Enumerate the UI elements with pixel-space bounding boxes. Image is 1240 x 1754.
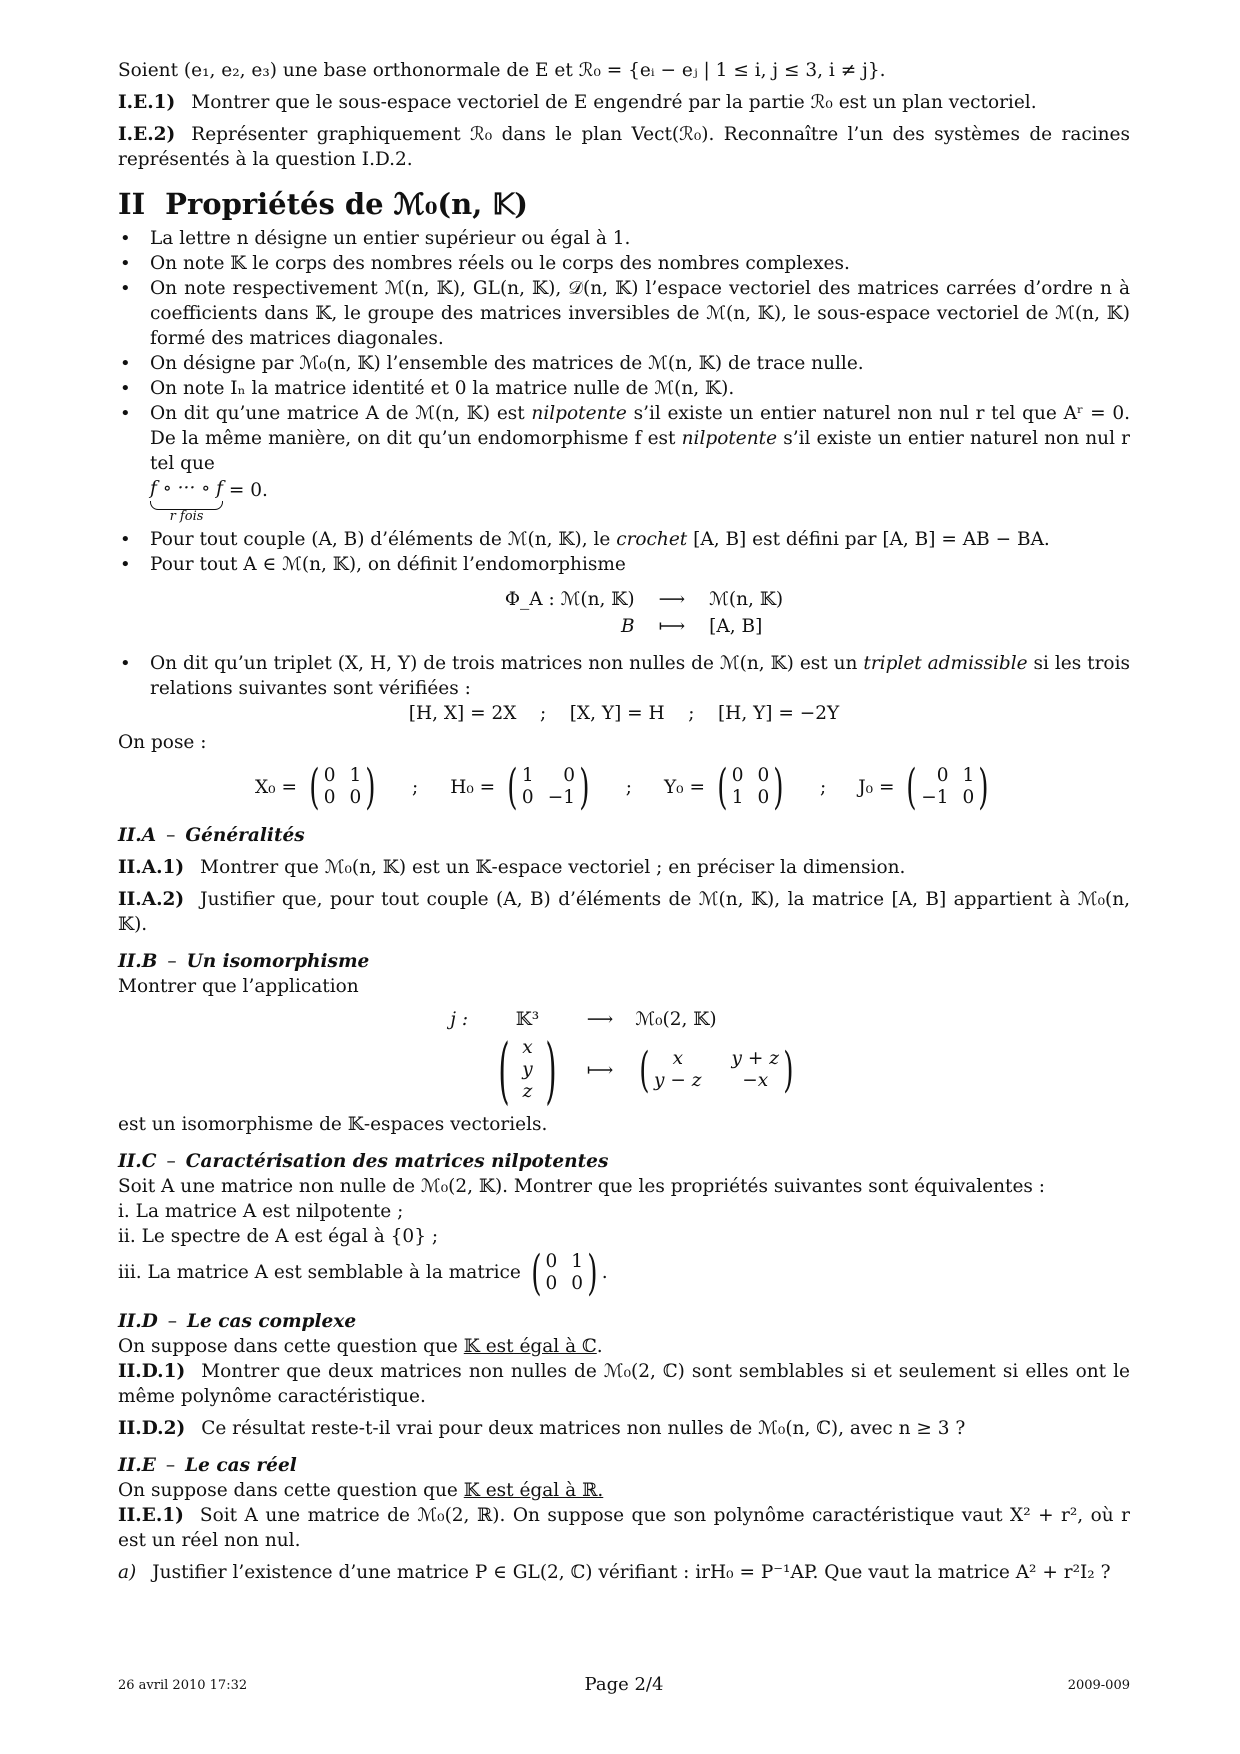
separator: ; bbox=[820, 776, 827, 798]
question-ie1 bbox=[118, 90, 1130, 115]
emphasis: crochet bbox=[616, 529, 688, 550]
subsection-label: II.E bbox=[118, 1455, 156, 1476]
question-iie1 bbox=[118, 1503, 1130, 1553]
question-number: a) bbox=[118, 1562, 137, 1583]
list-item: ii. Le spectre de A est égal à {0} ; bbox=[118, 1226, 439, 1247]
text-part: iii. La matrice A est semblable à la matrice bbox=[118, 1262, 521, 1283]
emphasis: nilpotente bbox=[531, 403, 627, 424]
list-item: i. La matrice A est nilpotente ; bbox=[118, 1201, 404, 1222]
question-text: Montrer que deux matrices non nulles de ℳ₀(2, ℂ) sont semblables si et seulement si elles ont le même polynôme caractéristique. bbox=[118, 1361, 1130, 1407]
text-part: . bbox=[596, 1336, 603, 1357]
question-number: II.D.1) bbox=[118, 1361, 186, 1382]
underlined-text: 𝕂 est égal à ℝ. bbox=[463, 1480, 604, 1501]
matrix-image: ( x y + z y − z −x ) bbox=[639, 1042, 794, 1098]
on-pose: On pose : bbox=[118, 732, 207, 753]
composition: f ∘ ··· ∘ f bbox=[150, 478, 223, 499]
emphasis: triplet admissible bbox=[863, 653, 1028, 674]
emphasis: nilpotente bbox=[681, 428, 778, 449]
separator: ; bbox=[625, 776, 632, 798]
subsection-label: II.D bbox=[118, 1311, 158, 1332]
question-text: Ce résultat reste-t-il vrai pour deux matrices non nulles de ℳ₀(n, ℂ), avec n ≥ 3 ? bbox=[201, 1418, 966, 1439]
matrix-j0: ( 0 1 −1 0 ) bbox=[906, 759, 989, 815]
text-part: s’il existe un entier naturel non nul r tel que Aʳ = 0. De la même manière, on dit qu’un endomorphisme f est bbox=[150, 403, 1130, 449]
subsection-title: Caractérisation des matrices nilpotentes bbox=[185, 1151, 609, 1172]
list-item-iii bbox=[118, 1245, 1130, 1301]
matrix-name: H₀ = bbox=[450, 776, 496, 798]
subsection-heading: II.C – Caractérisation des matrices nilpotentes bbox=[118, 1151, 609, 1172]
question-text: Justifier l’existence d’une matrice P ∈ GL(2, ℂ) vérifiant : irH₀ = P⁻¹AP. Que vaut la matrice A² + r²I₂ ? bbox=[152, 1562, 1111, 1583]
list-item-endo: • Pour tout A ∈ ℳ(n, 𝕂), on définit l’endomorphisme bbox=[118, 552, 1130, 577]
question-number: I.E.1) bbox=[118, 92, 176, 113]
period: . bbox=[601, 1262, 608, 1283]
phi-codomain: ℳ(n, 𝕂) bbox=[709, 589, 784, 610]
matrices-row bbox=[118, 759, 1130, 815]
footer-date: 26 avril 2010 17:32 bbox=[118, 1678, 248, 1693]
list-item: • La lettre n désigne un entier supérieur ou égal à 1. bbox=[118, 226, 1130, 251]
question-number: II.A.2) bbox=[118, 889, 185, 910]
question-number: II.E.1) bbox=[118, 1505, 184, 1526]
question-number: I.E.2) bbox=[118, 124, 176, 145]
section-number: II bbox=[118, 187, 146, 221]
question-number: II.D.2) bbox=[118, 1418, 186, 1439]
j-codomain: ℳ₀(2, 𝕂) bbox=[635, 1009, 717, 1030]
section-title: Propriétés de ℳ₀(n, 𝕂) bbox=[165, 187, 528, 221]
subsection-heading: II.D – Le cas complexe bbox=[118, 1311, 357, 1332]
brace-label: r fois bbox=[169, 509, 204, 524]
question-iid1 bbox=[118, 1359, 1130, 1409]
list-item: • On note 𝕂 le corps des nombres réels ou le corps des nombres complexes. bbox=[118, 251, 1130, 276]
definitions-list-2 bbox=[118, 651, 1130, 701]
definitions-list bbox=[118, 226, 1130, 577]
text-part: Pour tout couple (A, B) d’éléments de ℳ(n, 𝕂), le bbox=[150, 529, 617, 550]
matrix-h0: ( 1 0 0 −1 ) bbox=[507, 759, 590, 815]
matrix-y0: ( 0 0 1 0 ) bbox=[717, 759, 784, 815]
iib-after: est un isomorphisme de 𝕂-espaces vectoriels. bbox=[118, 1114, 548, 1135]
subsection-label: II.C bbox=[118, 1151, 157, 1172]
subsection-title: Le cas complexe bbox=[187, 1311, 357, 1332]
question-ie2 bbox=[118, 122, 1130, 172]
j-map bbox=[118, 1007, 1130, 1112]
iie-intro bbox=[118, 1478, 1130, 1503]
arrow: ⟶ bbox=[658, 589, 686, 610]
text-part: si les trois relations suivantes sont vérifiées : bbox=[150, 653, 1130, 699]
equals-zero: = 0. bbox=[223, 480, 268, 501]
text-part: [A, B] est défini par [A, B] = AB − BA. bbox=[687, 529, 1050, 550]
matrix-name: J₀ = bbox=[858, 776, 895, 798]
question-text: Montrer que ℳ₀(n, 𝕂) est un 𝕂-espace vectoriel ; en préciser la dimension. bbox=[200, 857, 906, 878]
iid-intro bbox=[118, 1334, 1130, 1359]
section-heading bbox=[118, 186, 1130, 222]
text-part: On dit qu’une matrice A de ℳ(n, 𝕂) est bbox=[150, 403, 532, 424]
iic-text: Soit A une matrice non nulle de ℳ₀(2, 𝕂). Montrer que les propriétés suivantes sont équivalentes : bbox=[118, 1176, 1046, 1197]
iib-text: Montrer que l’application bbox=[118, 976, 359, 997]
question-text: Soit A une matrice de ℳ₀(2, ℝ). On suppose que son polynôme caractéristique vaut X² + r², où r est un réel non nul. bbox=[118, 1505, 1130, 1551]
arrow: ⟶ bbox=[586, 1009, 614, 1030]
text-part: On suppose dans cette question que bbox=[118, 1336, 464, 1357]
question-iie1a bbox=[118, 1560, 1130, 1585]
list-item: • On note Iₙ la matrice identité et 0 la matrice nulle de ℳ(n, 𝕂). bbox=[118, 376, 1130, 401]
text-part: On suppose dans cette question que bbox=[118, 1480, 464, 1501]
separator: ; bbox=[412, 776, 419, 798]
list-item-triplet bbox=[118, 651, 1130, 701]
phi-image: [A, B] bbox=[709, 616, 763, 637]
vector-xyz: ( x y z ) bbox=[498, 1028, 557, 1112]
matrix-name: X₀ = bbox=[255, 776, 297, 798]
question-text: Montrer que le sous-espace vectoriel de E engendré par la partie ℛ₀ est un plan vectoriel. bbox=[191, 92, 1037, 113]
list-item: • On désigne par ℳ₀(n, 𝕂) l’ensemble des matrices de ℳ(n, 𝕂) de trace nulle. bbox=[118, 351, 1130, 376]
question-iia1 bbox=[118, 855, 1130, 880]
footer-code: 2009-009 bbox=[1067, 1678, 1130, 1693]
subsection-label: II.B bbox=[118, 951, 158, 972]
subsection-label: II.A bbox=[118, 825, 157, 846]
question-iid2 bbox=[118, 1416, 1130, 1441]
phi-domain: Φ_A : ℳ(n, 𝕂) bbox=[504, 589, 635, 610]
footer-page-number: Page 2/4 bbox=[584, 1674, 664, 1695]
subsection-heading: II.B – Un isomorphisme bbox=[118, 951, 370, 972]
page-content bbox=[118, 58, 1130, 1585]
subsection-title: Généralités bbox=[185, 825, 305, 846]
list-item-nilpotent bbox=[118, 401, 1130, 527]
relations: [H, X] = 2X ; [X, Y] = H ; [H, Y] = −2Y bbox=[408, 703, 840, 724]
list-item-crochet bbox=[118, 527, 1130, 552]
subsection-heading: II.E – Le cas réel bbox=[118, 1455, 297, 1476]
subsection-heading: II.A – Généralités bbox=[118, 825, 305, 846]
matrix-x0: ( 0 1 0 0 ) bbox=[309, 759, 376, 815]
underbrace bbox=[150, 476, 223, 525]
arrow: ⟼ bbox=[586, 1059, 614, 1081]
phi-map bbox=[158, 587, 1130, 639]
question-iia2 bbox=[118, 887, 1130, 937]
question-text: Justifier que, pour tout couple (A, B) d’éléments de ℳ(n, 𝕂), la matrice [A, B] appartient à ℳ₀(n, 𝕂). bbox=[118, 889, 1130, 935]
question-text: Représenter graphiquement ℛ₀ dans le plan Vect(ℛ₀). Reconnaître l’un des systèmes de racines représentés à la question I.D.2. bbox=[118, 124, 1130, 170]
list-item: • On note respectivement ℳ(n, 𝕂), GL(n, 𝕂), 𝒟(n, 𝕂) l’espace vectoriel des matrices carrées d’ordre n à coefficients dans 𝕂, le groupe des matrices inversibles de ℳ(n, 𝕂), le sous-espace vectoriel de ℳ(n, 𝕂) formé des matrices diagonales. bbox=[118, 276, 1130, 351]
intro-line: Soient (e₁, e₂, e₃) une base orthonormale de E et ℛ₀ = {eᵢ − eⱼ | 1 ≤ i, j ≤ 3, i ≠ j}. bbox=[118, 60, 886, 81]
arrow: ⟼ bbox=[658, 616, 686, 637]
matrix-nilpotent: ( 0 1 0 0 ) bbox=[530, 1245, 598, 1301]
j-domain: 𝕂³ bbox=[515, 1009, 540, 1030]
text-part: s’il existe un entier naturel non nul r tel que bbox=[150, 428, 1130, 474]
matrix-name: Y₀ = bbox=[663, 776, 705, 798]
subsection-title: Un isomorphisme bbox=[186, 951, 370, 972]
phi-arg: B bbox=[621, 616, 635, 637]
underlined-text: 𝕂 est égal à ℂ bbox=[463, 1336, 597, 1357]
question-number: II.A.1) bbox=[118, 857, 185, 878]
j-label: j : bbox=[450, 1009, 469, 1030]
subsection-title: Le cas réel bbox=[185, 1455, 297, 1476]
text-part: On dit qu’un triplet (X, H, Y) de trois matrices non nulles de ℳ(n, 𝕂) est un bbox=[150, 653, 864, 674]
